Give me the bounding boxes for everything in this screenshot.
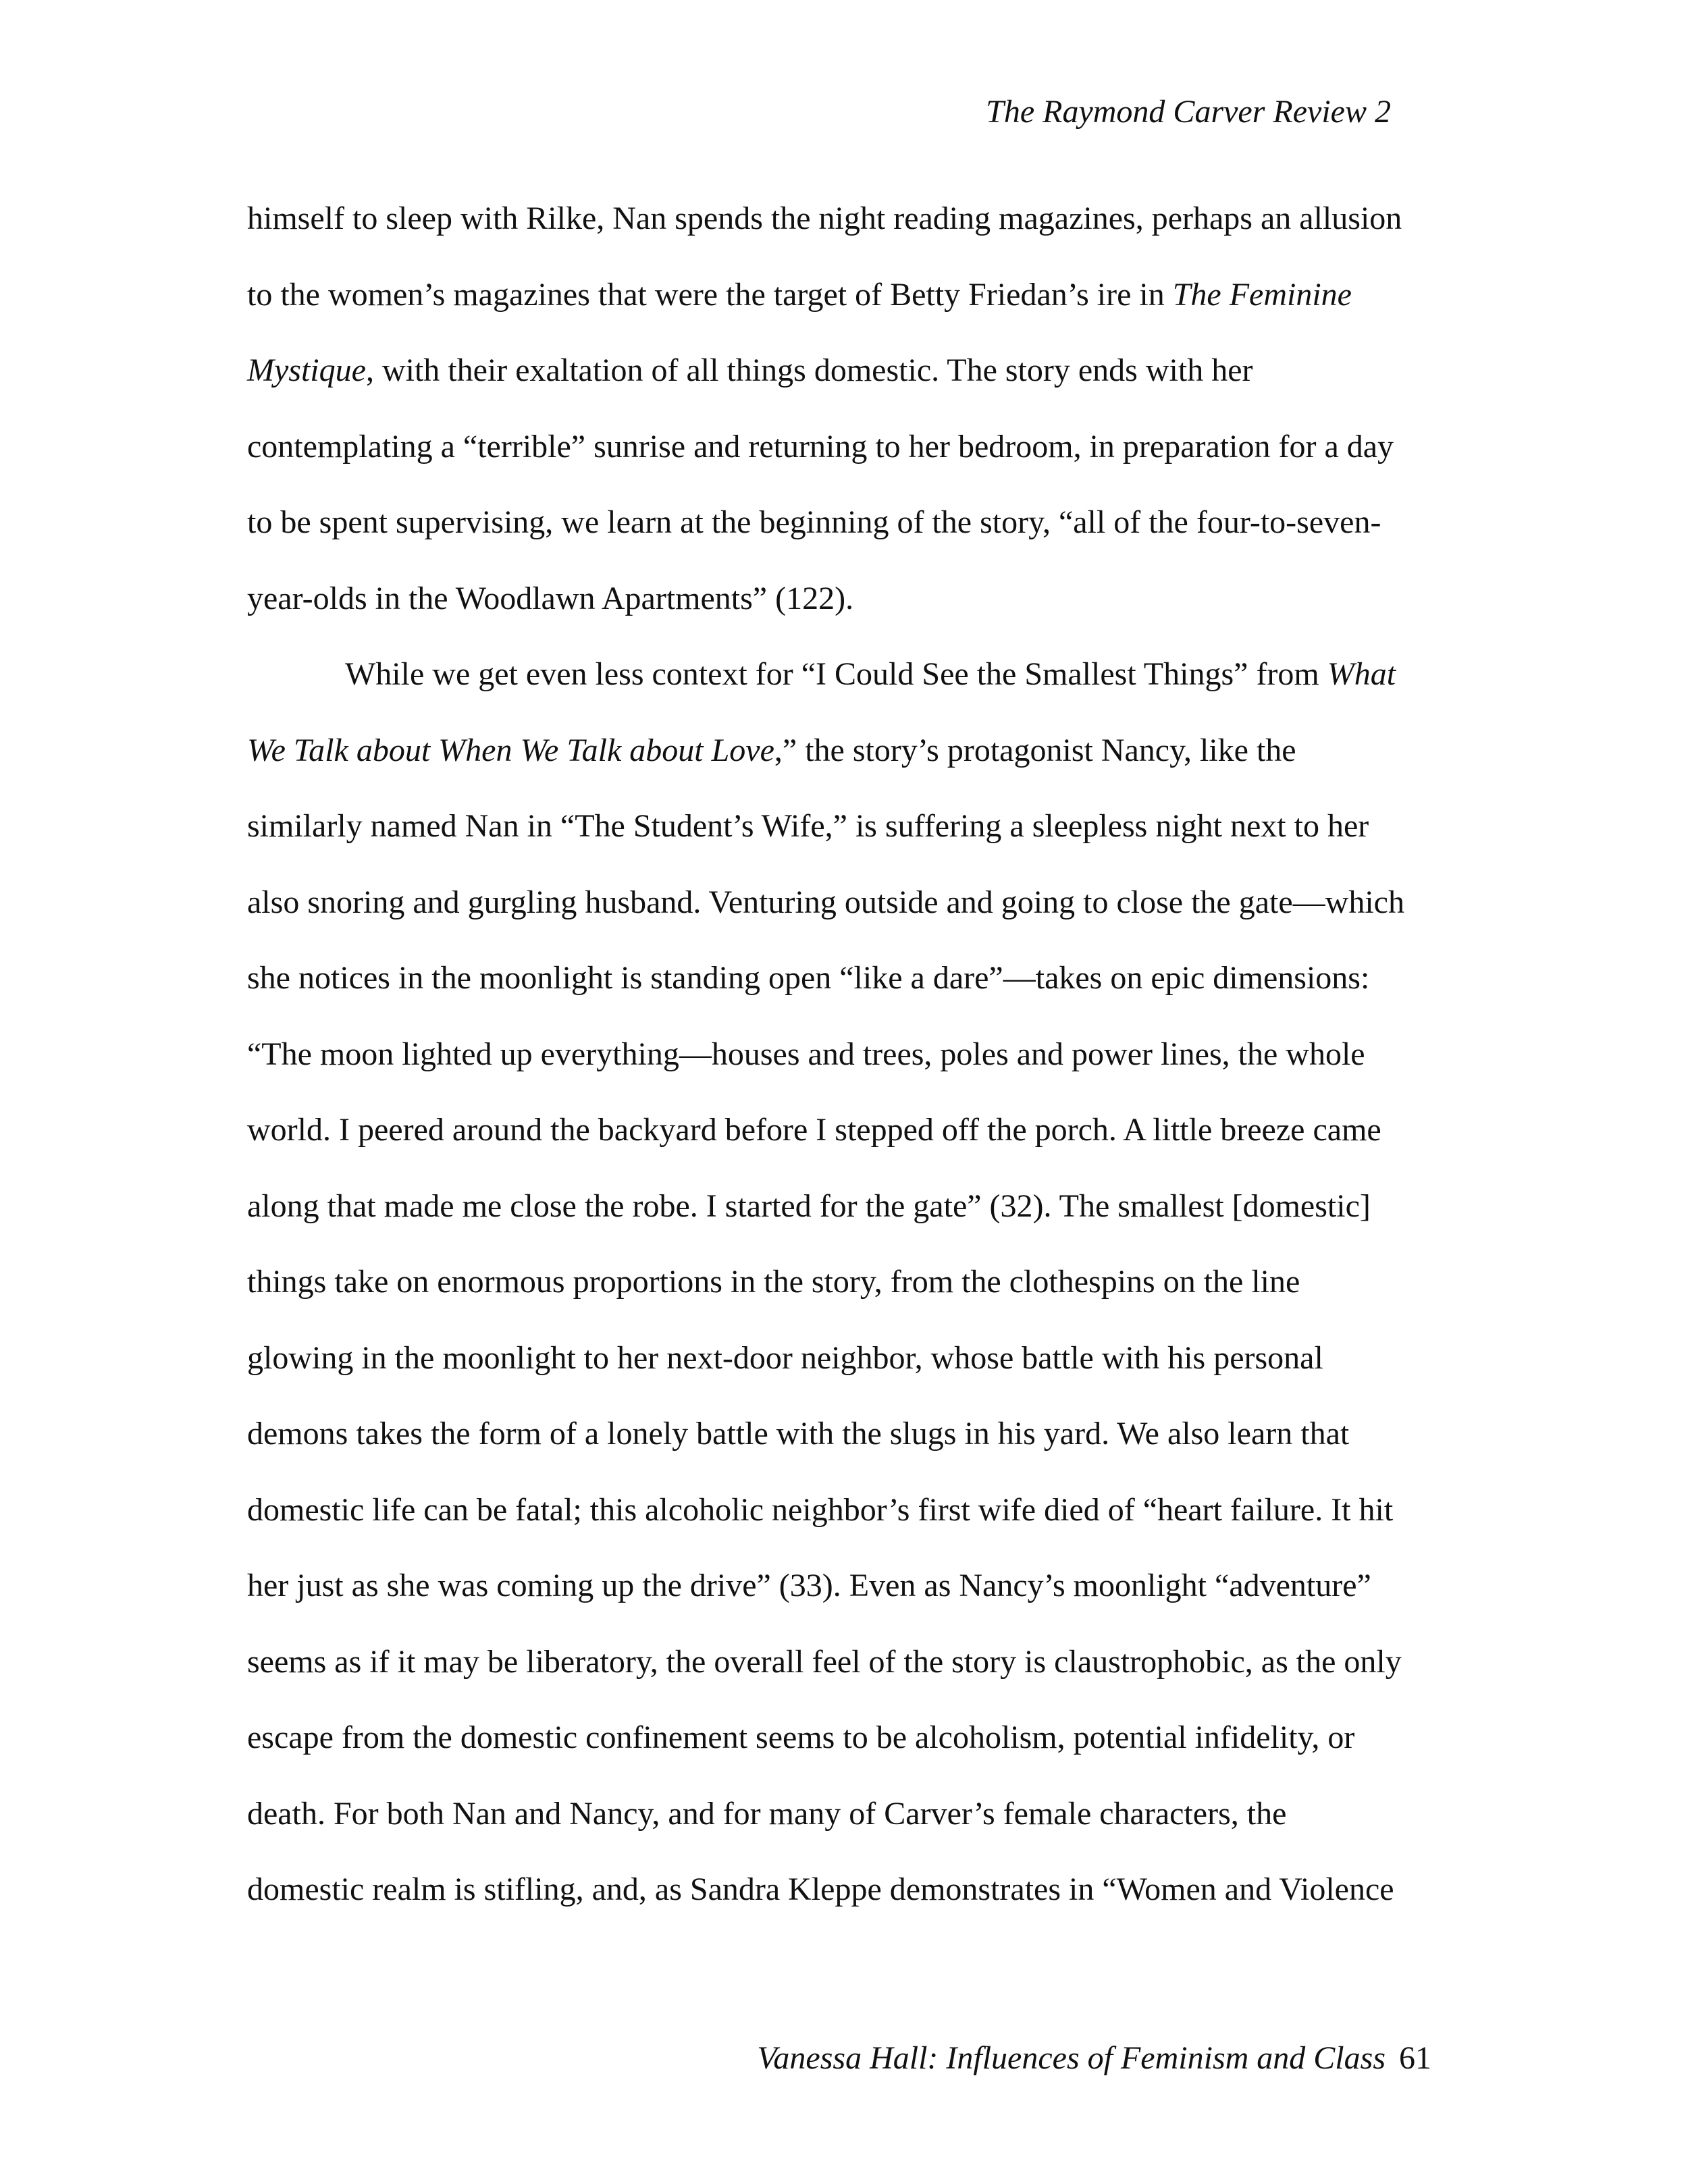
text-line: to the women’s magazines that were the target of Betty Friedan’s ire in The Feminine xyxy=(247,276,1352,313)
text-line: to be spent supervising, we learn at the beginning of the story, “all of the four-to-seven- xyxy=(247,504,1381,540)
running-head: The Raymond Carver Review 2 xyxy=(986,94,1391,130)
page-footer xyxy=(757,2042,1431,2075)
text-line: she notices in the moonlight is standing open “like a dare”—takes on epic dimensions: xyxy=(247,960,1370,996)
book-title: What xyxy=(1327,656,1396,692)
text-line: himself to sleep with Rilke, Nan spends the night reading magazines, perhaps an allusion xyxy=(247,201,1402,236)
paragraph-start-line: While we get even less context for “I Could See the Smallest Things” from What xyxy=(345,656,1396,692)
text-line: We Talk about When We Talk about Love,” the story’s protagonist Nancy, like the xyxy=(247,732,1296,768)
article-body xyxy=(247,203,1435,1950)
text-line: domestic life can be fatal; this alcoholic neighbor’s first wife died of “heart failure. It hit xyxy=(247,1491,1394,1528)
text-line: seems as if it may be liberatory, the overall feel of the story is claustrophobic, as the only xyxy=(247,1643,1402,1680)
text-line: her just as she was coming up the drive” (33). Even as Nancy’s moonlight “adventure” xyxy=(247,1568,1371,1603)
text-line: “The moon lighted up everything—houses and trees, poles and power lines, the whole xyxy=(247,1036,1365,1072)
text-line: things take on enormous proportions in the story, from the clothespins on the line xyxy=(247,1264,1300,1300)
footer-author-title: Vanessa Hall: Influences of Feminism and Class xyxy=(757,2040,1386,2076)
book-title: Mystique xyxy=(247,352,366,388)
text-line: escape from the domestic confinement seems to be alcoholism, potential infidelity, or xyxy=(247,1720,1355,1755)
text-line: death. For both Nan and Nancy, and for many of Carver’s female characters, the xyxy=(247,1795,1287,1832)
text-line: demons takes the form of a lonely battle with the slugs in his yard. We also learn that xyxy=(247,1416,1350,1451)
page-number: 61 xyxy=(1399,2040,1431,2076)
book-title: The Feminine xyxy=(1172,276,1352,313)
text-line: domestic realm is stifling, and, as Sandra Kleppe demonstrates in “Women and Violence xyxy=(247,1871,1394,1907)
text-line: glowing in the moonlight to her next-door neighbor, whose battle with his personal xyxy=(247,1339,1323,1376)
text-line: Mystique, with their exaltation of all things domestic. The story ends with her xyxy=(247,352,1253,388)
text-line: contemplating a “terrible” sunrise and returning to her bedroom, in preparation for a day xyxy=(247,428,1394,464)
book-title: We Talk about When We Talk about Love xyxy=(247,732,774,768)
text-line: along that made me close the robe. I started for the gate” (32). The smallest [domestic] xyxy=(247,1188,1371,1224)
text-line: world. I peered around the backyard before I stepped off the porch. A little breeze came xyxy=(247,1112,1381,1148)
text-line: year-olds in the Woodlawn Apartments” (122). xyxy=(247,580,854,616)
text-line: similarly named Nan in “The Student’s Wife,” is suffering a sleepless night next to her xyxy=(247,808,1369,844)
text-line: also snoring and gurgling husband. Venturing outside and going to close the gate—which xyxy=(247,884,1404,920)
